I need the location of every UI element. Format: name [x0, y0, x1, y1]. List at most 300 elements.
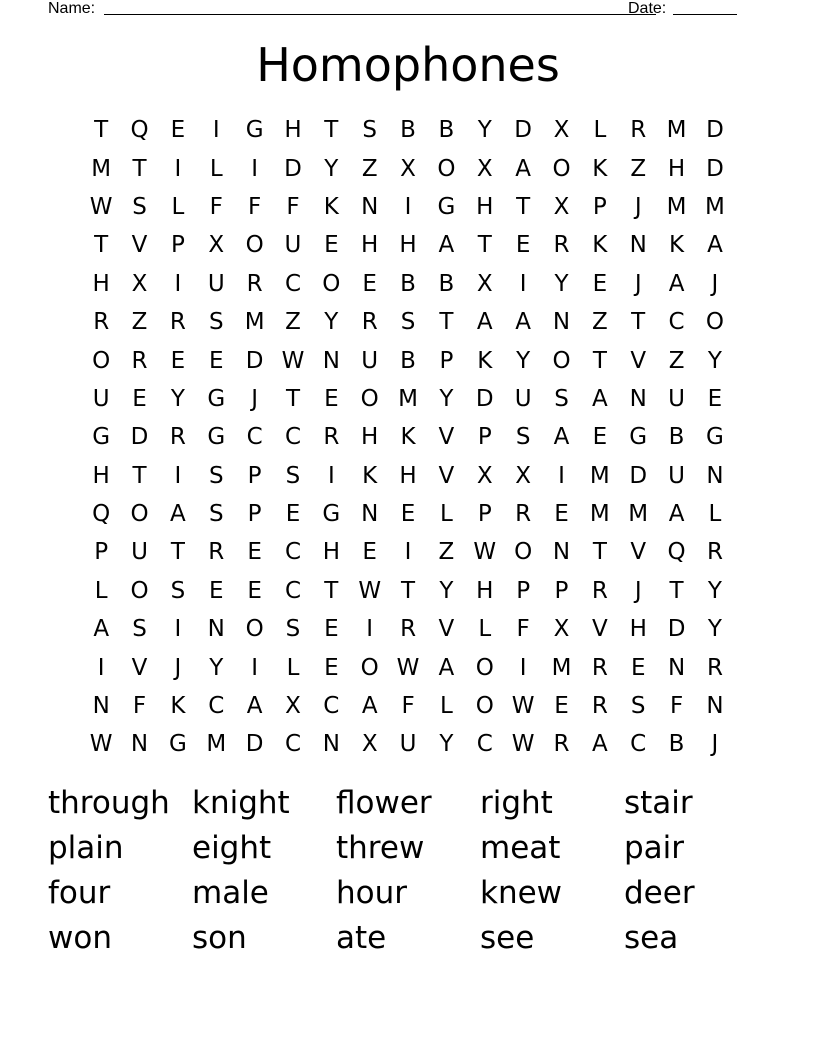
grid-letter: A [438, 232, 455, 259]
grid-letter: N [207, 616, 225, 643]
grid-letter: A [246, 693, 263, 720]
grid-letter: I [174, 616, 182, 643]
date-label: Date: [628, 0, 667, 17]
grid-letter: E [247, 539, 262, 566]
grid-letter: S [285, 616, 301, 643]
word-bank-row [48, 825, 768, 870]
grid-letter: I [558, 462, 565, 489]
grid-letter: X [553, 117, 570, 144]
grid-letter: B [400, 117, 416, 144]
grid-letter: O [130, 577, 149, 604]
grid-letter: T [324, 117, 339, 144]
grid-letter: V [438, 616, 455, 643]
grid-letter: R [515, 501, 532, 528]
grid-letter: T [132, 155, 147, 182]
grid-letter: R [361, 309, 378, 336]
grid-letter: T [94, 232, 109, 259]
grid-letter: X [515, 462, 532, 489]
word-bank-item: meat [480, 829, 561, 866]
grid-letter: Y [324, 155, 339, 182]
grid-letter: V [131, 232, 148, 259]
grid-letter: Y [439, 731, 454, 758]
grid-letter: H [92, 270, 110, 297]
grid-letter: G [706, 424, 724, 451]
grid-letter: T [631, 309, 646, 336]
grid-letter: P [477, 424, 492, 451]
grid-letter: N [361, 501, 379, 528]
grid-letter: I [519, 654, 527, 681]
grid-letter: O [245, 232, 264, 259]
grid-letter: E [630, 654, 646, 681]
word-bank-item: see [480, 919, 535, 956]
grid-letter: U [92, 385, 110, 412]
grid-letter: O [475, 693, 494, 720]
grid-letter: E [324, 654, 339, 681]
word-bank-item: won [48, 919, 112, 956]
grid-letter: E [400, 501, 416, 528]
grid-letter: T [477, 232, 492, 259]
grid-letter: N [629, 385, 647, 412]
grid-letter: M [398, 385, 418, 412]
grid-letter: C [284, 424, 301, 451]
grid-letter: B [668, 731, 685, 758]
grid-letter: P [516, 577, 531, 604]
grid-row [82, 341, 734, 379]
grid-letter: G [207, 424, 226, 451]
grid-letter: F [669, 693, 684, 720]
grid-letter: Y [209, 654, 224, 681]
grid-row [82, 725, 734, 763]
date-blank-line [673, 14, 737, 15]
grid-letter: D [475, 385, 494, 412]
letter-grid [82, 111, 734, 764]
grid-letter: X [285, 693, 301, 720]
grid-letter: H [629, 616, 647, 643]
grid-letter: E [324, 232, 339, 259]
grid-letter: Q [667, 539, 686, 566]
grid-letter: X [476, 270, 493, 297]
word-bank-item: threw [336, 829, 425, 866]
grid-letter: Y [439, 577, 454, 604]
grid-letter: O [552, 347, 571, 374]
grid-letter: L [94, 577, 108, 604]
grid-letter: D [130, 424, 149, 451]
word-bank-item: son [192, 919, 247, 956]
grid-letter: L [708, 501, 722, 528]
grid-row [82, 457, 734, 495]
grid-letter: P [94, 539, 109, 566]
grid-letter: K [323, 193, 339, 220]
grid-letter: M [589, 501, 610, 528]
grid-letter: N [92, 693, 110, 720]
grid-letter: S [362, 117, 377, 144]
grid-row [82, 265, 734, 303]
word-bank-item: hour [336, 874, 408, 911]
grid-letter: H [667, 155, 686, 182]
grid-letter: E [554, 501, 569, 528]
grid-letter: R [630, 117, 647, 144]
word-bank-item: knew [480, 874, 563, 911]
grid-letter: C [668, 309, 685, 336]
grid-letter: S [208, 462, 224, 489]
grid-letter: V [591, 616, 608, 643]
grid-letter: A [668, 501, 685, 528]
grid-letter: Z [361, 155, 378, 182]
grid-letter: T [439, 309, 454, 336]
grid-letter: T [132, 462, 147, 489]
grid-letter: D [706, 117, 724, 144]
grid-letter: K [592, 232, 608, 259]
grid-letter: T [324, 577, 339, 604]
grid-letter: S [400, 309, 416, 336]
grid-letter: L [209, 155, 223, 182]
grid-letter: U [668, 462, 685, 489]
grid-letter: O [130, 501, 149, 528]
word-bank-row [48, 870, 768, 915]
grid-letter: H [322, 539, 340, 566]
grid-letter: Y [707, 347, 722, 374]
grid-letter: M [206, 731, 227, 758]
grid-letter: Y [477, 117, 492, 144]
grid-letter: J [711, 270, 719, 297]
grid-letter: M [705, 193, 725, 220]
grid-letter: B [400, 270, 416, 297]
grid-letter: A [170, 501, 186, 528]
grid-letter: X [553, 193, 570, 220]
grid-letter: D [706, 155, 724, 182]
grid-letter: K [477, 347, 493, 374]
grid-letter: Y [516, 347, 531, 374]
grid-letter: C [246, 424, 263, 451]
grid-letter: E [324, 616, 339, 643]
grid-letter: T [516, 193, 531, 220]
grid-letter: K [669, 232, 685, 259]
grid-letter: B [400, 347, 416, 374]
grid-letter: C [284, 731, 301, 758]
grid-letter: V [438, 424, 455, 451]
grid-letter: V [438, 462, 455, 489]
grid-letter: Z [630, 155, 647, 182]
grid-letter: J [634, 270, 642, 297]
grid-letter: A [361, 693, 378, 720]
grid-letter: X [361, 731, 378, 758]
grid-letter: O [360, 385, 379, 412]
grid-letter: R [706, 654, 723, 681]
grid-letter: I [174, 462, 182, 489]
grid-letter: O [437, 155, 456, 182]
grid-letter: X [553, 616, 570, 643]
grid-letter: Z [131, 309, 148, 336]
grid-letter: X [476, 462, 493, 489]
grid-letter: K [362, 462, 378, 489]
grid-letter: K [592, 155, 608, 182]
grid-letter: N [322, 731, 340, 758]
grid-letter: L [478, 616, 492, 643]
grid-row [82, 418, 734, 456]
grid-letter: T [592, 539, 607, 566]
grid-letter: H [92, 462, 110, 489]
grid-letter: A [93, 616, 110, 643]
grid-letter: E [285, 501, 301, 528]
grid-letter: I [251, 155, 259, 182]
grid-letter: M [628, 501, 649, 528]
grid-letter: F [286, 193, 300, 220]
grid-letter: M [551, 654, 572, 681]
grid-row [82, 380, 734, 418]
grid-letter: G [245, 117, 264, 144]
grid-letter: W [511, 731, 535, 758]
page-title: Homophones [256, 38, 560, 92]
grid-letter: J [251, 385, 259, 412]
grid-row [82, 226, 734, 264]
grid-letter: Y [439, 385, 454, 412]
grid-letter: V [630, 347, 647, 374]
grid-letter: C [476, 731, 493, 758]
grid-letter: J [174, 654, 182, 681]
grid-letter: J [634, 577, 642, 604]
grid-letter: I [97, 654, 105, 681]
grid-letter: G [437, 193, 456, 220]
grid-row [82, 188, 734, 226]
grid-letter: N [706, 462, 724, 489]
grid-letter: A [553, 424, 570, 451]
grid-letter: P [554, 577, 569, 604]
grid-letter: U [284, 232, 302, 259]
grid-letter: P [439, 347, 454, 374]
grid-letter: X [400, 155, 416, 182]
grid-letter: F [516, 616, 530, 643]
grid-letter: E [592, 270, 608, 297]
grid-letter: E [170, 117, 186, 144]
grid-letter: G [92, 424, 111, 451]
grid-letter: Y [324, 309, 339, 336]
grid-letter: H [361, 232, 379, 259]
grid-letter: F [401, 693, 415, 720]
grid-letter: H [399, 462, 417, 489]
grid-letter: S [170, 577, 186, 604]
grid-letter: L [440, 693, 453, 720]
grid-letter: C [323, 693, 340, 720]
word-bank-item: pair [624, 829, 685, 866]
grid-letter: R [246, 270, 263, 297]
grid-letter: K [170, 693, 186, 720]
grid-letter: X [208, 232, 225, 259]
grid-letter: C [208, 693, 225, 720]
grid-letter: S [132, 616, 147, 643]
grid-letter: K [400, 424, 416, 451]
grid-letter: U [361, 347, 379, 374]
grid-letter: I [404, 193, 412, 220]
grid-letter: R [706, 539, 723, 566]
grid-letter: O [475, 654, 494, 681]
word-bank-item: eight [192, 829, 272, 866]
grid-letter: C [630, 731, 647, 758]
grid-letter: A [515, 155, 531, 182]
word-bank-row [48, 915, 768, 960]
grid-row [82, 572, 734, 610]
grid-row [82, 149, 734, 187]
grid-letter: J [711, 731, 719, 758]
grid-letter: D [245, 347, 264, 374]
grid-letter: G [322, 501, 341, 528]
grid-letter: S [132, 193, 147, 220]
grid-letter: Y [707, 577, 722, 604]
grid-letter: D [667, 616, 686, 643]
grid-letter: I [174, 270, 182, 297]
grid-letter: W [473, 539, 497, 566]
grid-letter: G [629, 424, 648, 451]
grid-letter: T [401, 577, 416, 604]
grid-letter: S [285, 462, 301, 489]
grid-letter: W [358, 577, 382, 604]
grid-letter: D [245, 731, 264, 758]
grid-letter: P [592, 193, 607, 220]
grid-letter: U [668, 385, 685, 412]
grid-letter: S [208, 309, 224, 336]
grid-letter: E [170, 347, 186, 374]
grid-letter: R [591, 693, 608, 720]
grid-letter: S [554, 385, 569, 412]
grid-letter: Y [554, 270, 569, 297]
grid-letter: M [91, 155, 112, 182]
grid-letter: H [476, 193, 494, 220]
grid-letter: E [247, 577, 262, 604]
grid-letter: E [362, 539, 377, 566]
grid-row [82, 533, 734, 571]
grid-letter: A [591, 731, 608, 758]
grid-letter: E [362, 270, 377, 297]
grid-letter: T [94, 117, 109, 144]
grid-letter: I [519, 270, 527, 297]
grid-letter: N [361, 193, 379, 220]
grid-letter: R [323, 424, 340, 451]
grid-letter: B [438, 270, 455, 297]
grid-letter: D [284, 155, 302, 182]
grid-letter: P [247, 501, 262, 528]
word-bank-item: deer [624, 874, 695, 911]
grid-letter: N [552, 539, 571, 566]
grid-letter: R [591, 577, 608, 604]
word-bank-item: flower [336, 784, 432, 821]
grid-letter: O [92, 347, 111, 374]
grid-letter: A [591, 385, 608, 412]
grid-letter: H [476, 577, 494, 604]
grid-letter: W [89, 731, 113, 758]
grid-letter: A [515, 309, 531, 336]
grid-letter: U [131, 539, 148, 566]
grid-letter: V [630, 539, 647, 566]
grid-letter: L [593, 117, 607, 144]
grid-letter: W [89, 193, 113, 220]
grid-letter: W [396, 654, 420, 681]
grid-letter: E [324, 385, 339, 412]
grid-letter: R [93, 309, 110, 336]
grid-letter: T [592, 347, 607, 374]
grid-letter: Z [668, 347, 685, 374]
grid-letter: X [131, 270, 148, 297]
grid-letter: Q [130, 117, 149, 144]
grid-letter: D [629, 462, 648, 489]
grid-letter: A [668, 270, 685, 297]
grid-letter: A [438, 654, 455, 681]
grid-letter: U [207, 270, 225, 297]
grid-letter: O [552, 155, 571, 182]
grid-letter: M [244, 309, 265, 336]
grid-letter: I [251, 654, 259, 681]
grid-letter: O [360, 654, 379, 681]
grid-letter: N [629, 232, 647, 259]
grid-letter: U [399, 731, 417, 758]
word-bank-item: sea [624, 919, 679, 956]
grid-letter: N [322, 347, 340, 374]
grid-letter: I [366, 616, 374, 643]
word-bank-item: knight [192, 784, 290, 821]
grid-row [82, 495, 734, 533]
grid-letter: I [212, 117, 220, 144]
grid-letter: R [208, 539, 225, 566]
grid-letter: O [514, 539, 533, 566]
grid-letter: R [169, 424, 186, 451]
grid-letter: Z [438, 539, 455, 566]
grid-letter: V [131, 654, 148, 681]
grid-letter: N [130, 731, 149, 758]
word-bank-item: four [48, 874, 111, 911]
grid-letter: I [404, 539, 412, 566]
grid-letter: N [706, 693, 724, 720]
grid-letter: H [284, 117, 302, 144]
grid-letter: R [591, 654, 608, 681]
grid-letter: M [666, 117, 687, 144]
grid-letter: Q [92, 501, 111, 528]
grid-letter: R [169, 309, 186, 336]
grid-row [82, 303, 734, 341]
grid-letter: F [209, 193, 223, 220]
grid-letter: C [284, 270, 301, 297]
grid-letter: H [361, 424, 379, 451]
grid-letter: S [630, 693, 646, 720]
grid-letter: T [285, 385, 300, 412]
grid-letter: E [208, 577, 224, 604]
grid-letter: P [170, 232, 185, 259]
grid-letter: U [514, 385, 532, 412]
worksheet-header [48, 0, 748, 20]
grid-letter: S [515, 424, 531, 451]
word-bank-row [48, 780, 768, 825]
grid-letter: R [553, 232, 570, 259]
grid-letter: M [666, 193, 687, 220]
grid-letter: B [438, 117, 455, 144]
grid-letter: Y [707, 616, 722, 643]
grid-letter: R [400, 616, 417, 643]
grid-letter: G [207, 385, 226, 412]
grid-letter: A [476, 309, 493, 336]
grid-letter: E [592, 424, 608, 451]
name-blank-line [104, 14, 656, 15]
grid-letter: F [248, 193, 262, 220]
grid-letter: W [281, 347, 305, 374]
grid-letter: E [208, 347, 224, 374]
grid-letter: B [668, 424, 685, 451]
grid-letter: G [168, 731, 187, 758]
word-bank-item: plain [48, 829, 124, 866]
word-bank [48, 780, 768, 960]
word-bank-item: male [192, 874, 269, 911]
grid-letter: E [515, 232, 531, 259]
grid-letter: F [132, 693, 147, 720]
grid-letter: C [284, 577, 301, 604]
grid-letter: L [286, 654, 300, 681]
grid-row [82, 111, 734, 149]
